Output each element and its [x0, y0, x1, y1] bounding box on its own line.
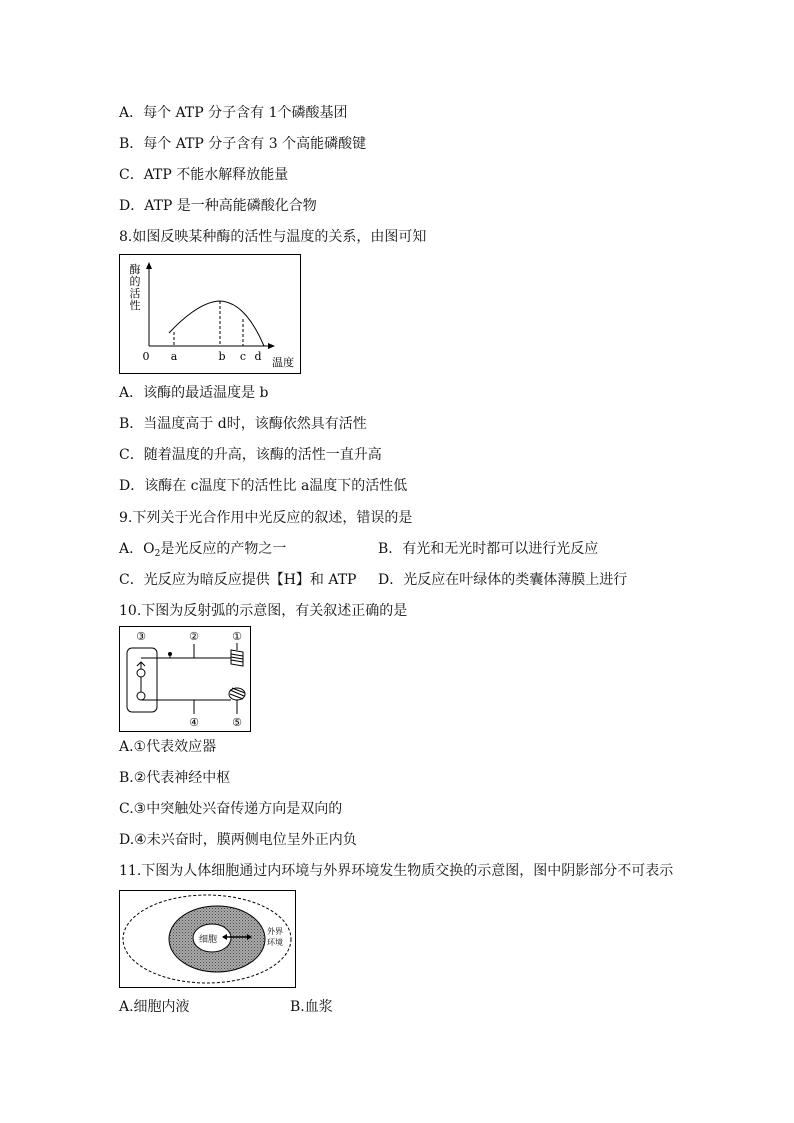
q8-option-c: C．随着温度的升高，该酶的活性一直升高: [119, 447, 382, 463]
tick-label-a: a: [170, 350, 178, 363]
q7-option-c: C．ATP 不能水解释放能量: [119, 167, 289, 183]
q10-option-c: C.③中突触处兴奋传递方向是双向的: [119, 801, 343, 817]
figure-ylabel-char: 的: [129, 275, 141, 288]
origin-label: 0: [142, 350, 150, 363]
figure-ylabel-char: 活: [129, 287, 141, 300]
figure-ylabel-char: 性: [129, 299, 141, 312]
label-1: ①: [232, 630, 242, 643]
reflex-arc-figure: [119, 626, 251, 736]
q10-option-d: D.④未兴奋时，膜两侧电位呈外正内负: [119, 832, 357, 848]
enzyme-temperature-figure: [119, 254, 301, 378]
q9-option-b: B．有光和无光时都可以进行光反应: [378, 541, 599, 557]
tick-label-b: b: [218, 350, 226, 363]
q8-option-d: D．该酶在 c温度下的活性比 a温度下的活性低: [119, 478, 408, 494]
label-2: ②: [189, 630, 199, 643]
q10-stem: 10.下图为反射弧的示意图，有关叙述正确的是: [119, 603, 408, 619]
cell-label: 细胞: [198, 935, 218, 945]
q10-option-b: B.②代表神经中枢: [119, 770, 231, 786]
q10-option-a: A.①代表效应器: [119, 739, 217, 755]
q9-option-c: C．光反应为暗反应提供【H】和 ATP: [119, 572, 357, 588]
outside-label-2: 环境: [267, 938, 283, 947]
q9-option-d: D．光反应在叶绿体的类囊体薄膜上进行: [378, 572, 628, 588]
label-4: ④: [189, 716, 199, 729]
q8-option-b: B．当温度高于 d时，该酶依然具有活性: [119, 416, 367, 432]
q8-stem: 8.如图反映某种酶的活性与温度的关系，由图可知: [119, 229, 427, 245]
q7-option-b: B．每个 ATP 分子含有 3 个高能磷酸键: [119, 136, 367, 152]
label-3: ③: [136, 630, 146, 643]
q7-option-a: A．每个 ATP 分子含有 1个磷酸基团: [119, 105, 348, 121]
interneuron-lower: [137, 692, 145, 700]
q11-option-b: B.血浆: [290, 999, 333, 1015]
figure-ylabel-char: 酶: [129, 263, 141, 276]
q9-stem: 9.下列关于光合作用中光反应的叙述，错误的是: [119, 510, 413, 526]
outside-label-1: 外界: [267, 927, 283, 936]
internal-environment-figure: [119, 890, 296, 992]
label-5: ⑤: [232, 716, 242, 729]
tick-label-c: c: [239, 350, 247, 363]
q11-option-a: A.细胞内液: [119, 999, 190, 1015]
x-axis-label: 温度: [272, 356, 294, 369]
q11-stem: 11.下图为人体细胞通过内环境与外界环境发生物质交换的示意图，图中阴影部分不可表示: [119, 863, 674, 879]
q9-option-a: A．$O_2$是光反应的产物之一: [119, 541, 287, 559]
q7-option-d: D．ATP 是一种高能磷酸化合物: [119, 198, 317, 214]
tick-label-d: d: [254, 350, 262, 363]
interneuron-upper: [137, 669, 145, 677]
q8-option-a: A．该酶的最适温度是 b: [119, 385, 269, 401]
receptor: [231, 650, 243, 666]
